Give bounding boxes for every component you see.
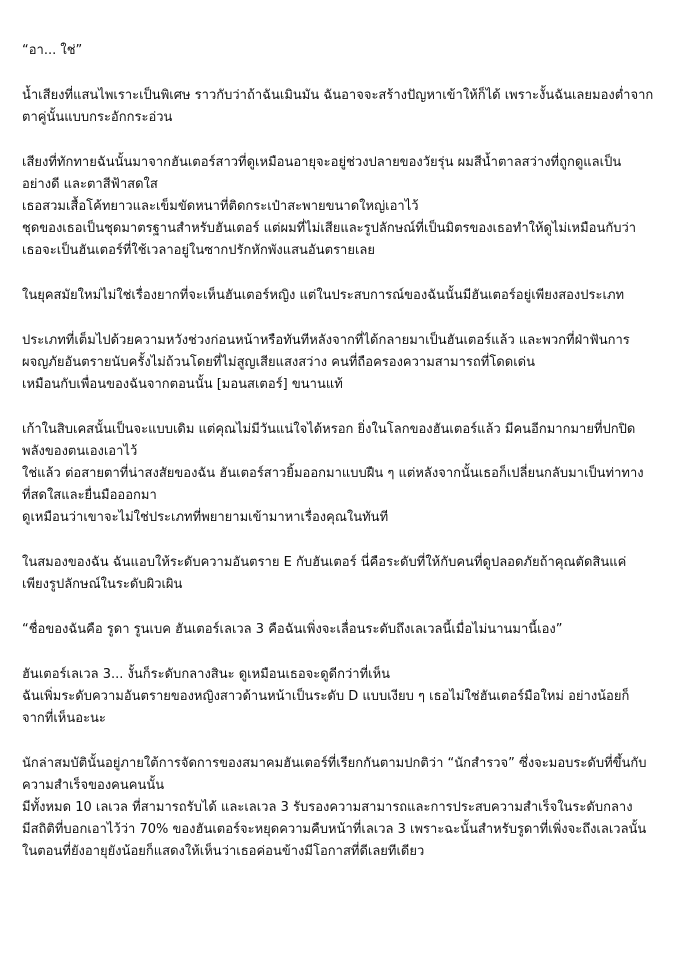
text-line: ในตอนที่ยังอายุยังน้อยก็แสดงให้เห็นว่าเธอค่อนข้างมีโอกาสที่ดีเลยทีเดียว <box>22 844 425 859</box>
text-line: ตาคู่นั้นแบบกระอักกระอ่วน <box>22 110 173 125</box>
paragraph-10 <box>22 753 654 863</box>
text-line: เก้าในสิบเคสนั้นเป็นจะแบบเดิม แต่คุณไม่มีวันแน่ใจได้หรอก ยิ่งในโลกของฮันเตอร์แล้ว มีคนอีกมากมายที่ปกปิด <box>22 422 636 437</box>
text-line: พลังของตนเองเอาไว้ <box>22 444 138 459</box>
text-line: ประเภทที่เต็มไปด้วยความหวังช่วงก่อนหน้าหรือทันทีหลังจากที่ได้กลายมาเป็นฮันเตอร์แล้ว และพวกที่ฝ่าฟันการ <box>22 333 630 348</box>
text-line: เธอจะเป็นฮันเตอร์ที่ใช้เวลาอยู่ในซากปรักหักพังแสนอันตรายเลย <box>22 243 375 258</box>
text-line: ชุดของเธอเป็นชุดมาตรฐานสำหรับฮันเตอร์ แต่ผมที่ไม่เสียและรูปลักษณ์ที่เป็นมิตรของเธอทำให้ดูไม่เหมือนกับว่า <box>22 221 637 236</box>
paragraph-3 <box>22 152 654 262</box>
paragraph-4 <box>22 285 654 307</box>
paragraph-9 <box>22 664 654 730</box>
text-line: ดูเหมือนว่าเขาจะไม่ใช่ประเภทที่พยายามเข้ามาหาเรื่องคุณในทันที <box>22 510 389 525</box>
text-line: ในยุคสมัยใหม่ไม่ใช่เรื่องยากที่จะเห็นฮันเตอร์หญิง แต่ในประสบการณ์ของฉันนั้นมีฮันเตอร์อยู่เพียงสองประเภท <box>22 288 625 303</box>
text-line: ที่สดใสและยื่นมือออกมา <box>22 488 157 503</box>
text-line: เหมือนกับเพื่อนของฉันจากตอนนั้น [มอนสเตอร์] ขนานแท้ <box>22 377 343 392</box>
text-line: อย่างดี และตาสีฟ้าสดใส <box>22 177 158 192</box>
paragraph-7 <box>22 552 654 596</box>
text-line: ฮันเตอร์เลเวล 3... งั้นก็ระดับกลางสินะ ดูเหมือนเธอจะดูดีกว่าที่เห็น <box>22 667 391 682</box>
paragraph-6 <box>22 419 654 529</box>
text-line: ความสำเร็จของคนคนนั้น <box>22 778 165 793</box>
text-line: ในสมองของฉัน ฉันแอบให้ระดับความอันตราย E กับฮันเตอร์ นี่คือระดับที่ให้กับคนที่ดูปลอดภัยถ้าคุณตัดสินแค่ <box>22 555 627 570</box>
text-line: “ชื่อของฉันคือ รูดา รูนเบค ฮันเตอร์เลเวล 3 คือฉันเพิ่งจะเลื่อนระดับถึงเลเวลนี้เมื่อไม่นานมานี้เอง” <box>22 622 563 637</box>
text-line: เพียงรูปลักษณ์ในระดับผิวเผิน <box>22 577 183 592</box>
text-line: เธอสวมเสื้อโค้ทยาวและเข็มขัดหนาที่ติดกระเป๋าสะพายขนาดใหญ่เอาไว้ <box>22 199 419 214</box>
text-line: ใช่แล้ว ต่อสายตาที่น่าสงสัยของฉัน ฮันเตอร์สาวยิ้มออกมาแบบฝืน ๆ แต่หลังจากนั้นเธอก็เปลี่ยนกลับมาเป็นท่าทาง <box>22 466 644 481</box>
text-line: มีสถิติที่บอกเอาไว้ว่า 70% ของฮันเตอร์จะหยุดความคืบหน้าที่เลเวล 3 เพราะฉะนั้นสำหรับรูดาที่เพิ่งจะถึงเลเวลนั้น <box>22 822 647 837</box>
text-line: จากที่เห็นอะนะ <box>22 711 106 726</box>
text-line: เสียงที่ทักทายฉันนั้นมาจากฮันเตอร์สาวที่ดูเหมือนอายุจะอยู่ช่วงปลายของวัยรุ่น ผมสีน้ำตาลสว่างที่ถูกดูแลเป็น <box>22 155 622 170</box>
text-line: มีทั้งหมด 10 เลเวล ที่สามารถรับได้ และเลเวล 3 รับรองความสามารถและการประสบความสำเร็จในระดับกลาง <box>22 800 633 815</box>
text-line: น้ำเสียงที่แสนไพเราะเป็นพิเศษ ราวกับว่าถ้าฉันเมินมัน ฉันอาจจะสร้างปัญหาเข้าให้ก็ได้ เพราะงั้นฉันเลยมองต่ำจาก <box>22 88 654 103</box>
text-line: นักล่าสมบัตินั้นอยู่ภายใต้การจัดการของสมาคมฮันเตอร์ที่เรียกกันตามปกติว่า “นักสำรวจ” ซึ่งจะมอบระดับที่ขึ้นกับ <box>22 756 647 771</box>
text-line: “อา... ใช่” <box>22 43 83 58</box>
text-line: ผจญภัยอันตรายนับครั้งไม่ถ้วนโดยที่ไม่สูญเสียแสงสว่าง คนที่ถือครองความสามารถที่โดดเด่น <box>22 355 535 370</box>
text-line: ฉันเพิ่มระดับความอันตรายของหญิงสาวด้านหน้าเป็นระดับ D แบบเงียบ ๆ เธอไม่ใช่ฮันเตอร์มือใหม่ อย่างน้อยก็ <box>22 689 630 704</box>
paragraph-1 <box>22 40 654 62</box>
paragraph-2 <box>22 85 654 129</box>
paragraph-5 <box>22 330 654 396</box>
document-body <box>22 40 654 886</box>
paragraph-8 <box>22 619 654 641</box>
